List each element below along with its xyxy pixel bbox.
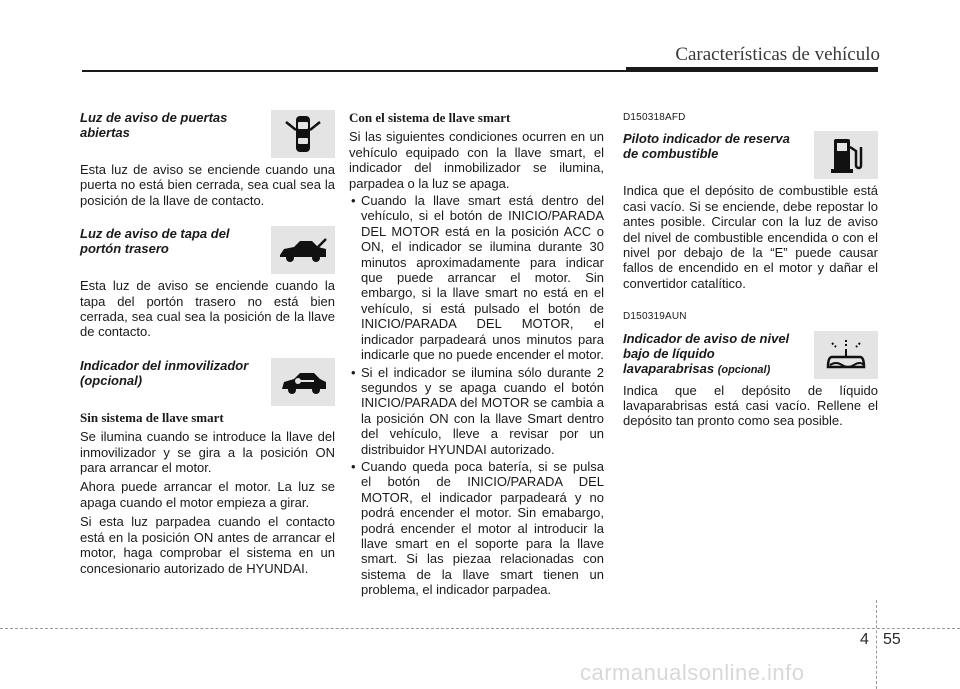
trunk-warning-heading: [80, 226, 335, 274]
washer-title-text: Indicador de aviso de nivel bajo de líquido lavaparabrisas: [623, 330, 790, 376]
door-warning-title: Luz de aviso de puertas abiertas: [80, 110, 228, 140]
list-item: • Cuando queda poca batería, si se pulsa el botón de INICIO/PARADA DEL MOTOR, el indicador parpadeará y no podrá encender el motor. Sin emabargo, podrá encender el motor al introducir la llave smart en el soporte para la llave smart. Si las piezaa relacionadas con sistema de la llave smart tienen un problema, el indicador parpadea.: [349, 459, 604, 598]
list-item: • Si el indicador se ilumina sólo durante 2 segundos y se apaga cuando el botón INICIO/PARADA del MOTOR se cambia a la posición ON con la llave Smart dentro del vehículo, lleve a revisar por un distribuidor HYUNDAI autorizado.: [349, 365, 604, 457]
immobilizer-p2: Ahora puede arrancar el motor. La luz se apaga cuando el motor empieza a girar.: [80, 479, 335, 510]
footer-divider: [0, 628, 960, 629]
smart-key-intro: Si las siguientes condiciones ocurren en un vehículo equipado con la llave smart, el indicador del inmobilizador se ilumina, parpadea o la luz se apaga.: [349, 129, 604, 191]
page-number: 55: [883, 631, 901, 648]
immobilizer-subheading: Sin sistema de llave smart: [80, 409, 224, 425]
immobilizer-key-car-icon: [271, 358, 335, 406]
washer-title-suffix: (opcional): [717, 363, 771, 376]
immobilizer-p3: Si esta luz parpadea cuando el contacto está en la posición ON antes de arrancar el motor, haga comprobar el sistema en un concesionario autorizado de HYUNDAI.: [80, 514, 335, 576]
chapter-number: 4: [860, 631, 869, 648]
washer-fluid-icon: [814, 331, 878, 379]
door-warning-body: Esta luz de aviso se enciende cuando una puerta no está bien cerrada, sea cual sea la posición de la llave de contacto.: [80, 162, 335, 208]
washer-heading: [623, 331, 878, 379]
fuel-body: Indica que el depósito de combustible está casi vacío. Si se enciende, debe repostar lo antes posible. Circular con la luz de aviso del nivel de combustible encendida o con el nivel por debajo de la “E” puede causar fallos de encendido en el motor y dañar el convertidor catalítico.: [623, 183, 878, 291]
washer-section-code: D150319AUN: [623, 311, 687, 323]
washer-body: Indica que el depósito de líquido lavaparabrisas está casi vacío. Rellene el depósito tan pronto como sea posible.: [623, 382, 878, 429]
smart-key-bullets: [349, 193, 604, 598]
footer-vertical-divider: [876, 600, 877, 689]
fuel-heading: [623, 131, 878, 179]
immobilizer-title: Indicador del inmovilizador (opcional): [80, 357, 249, 388]
immobilizer-p1: Se ilumina cuando se introduce la llave del inmovilizador y se gira a la posición ON para arrancar el motor.: [80, 429, 335, 476]
smart-key-subheading: Con el sistema de llave smart: [349, 110, 511, 125]
trunk-open-car-icon: [271, 226, 335, 274]
door-warning-heading: [80, 110, 335, 158]
fuel-section-code: D150318AFD: [623, 112, 686, 123]
fuel-title: Piloto indicador de reserva de combustible: [623, 131, 790, 162]
column-1: [80, 110, 335, 576]
page-header-title: Características de vehículo: [675, 44, 880, 65]
column-3: [623, 110, 878, 429]
washer-title: [623, 331, 793, 378]
watermark: carmanualsonline.info: [580, 660, 805, 685]
trunk-warning-body: Esta luz de aviso se enciende cuando la tapa del portón trasero no está bien cerrada, sea cual sea la posición de la llave de contacto.: [80, 278, 335, 340]
trunk-warning-title: Luz de aviso de tapa del portón trasero: [80, 226, 230, 257]
immobilizer-heading: [80, 358, 335, 406]
column-2: [349, 110, 604, 600]
list-item: • Cuando la llave smart está dentro del vehículo, si el botón de INICIO/PARADA DEL MOTOR está en la posición ACC o ON, el indicador se ilumina durante 30 minutos aproximadamente para indicar que puede arrancar el motor. Sin embargo, si la llave smart no está en el vehículo, si está pulsado el botón de INICIO/PARADA DEL MOTOR, el indicador parpadeará unos minutos para indicarle que no puede encender el motor.: [349, 193, 604, 362]
fuel-pump-icon: [814, 131, 878, 179]
header-rule-accent: [626, 67, 878, 72]
door-open-car-icon: [271, 110, 335, 158]
